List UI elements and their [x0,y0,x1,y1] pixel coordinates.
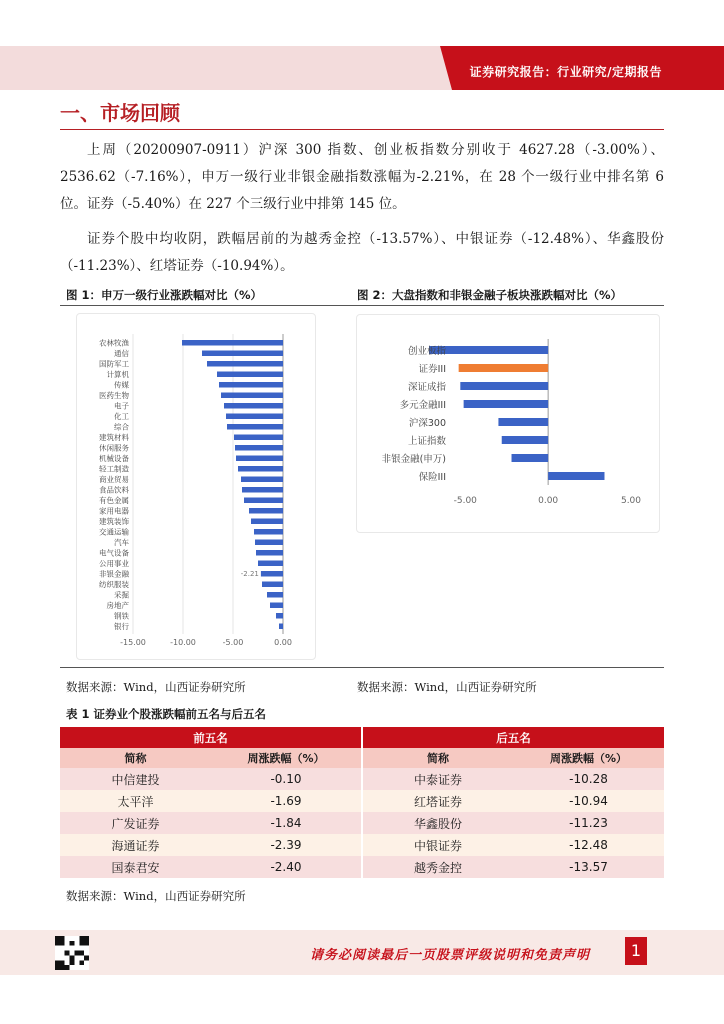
bar [255,540,283,546]
category-label: 交通运输 [99,527,129,537]
bar [242,487,283,493]
category-label: 化工 [114,412,129,421]
bar [429,346,548,354]
category-label: 房地产 [106,601,129,610]
bottom-stock-name: 中泰证券 [362,768,513,790]
category-label: 银行 [114,622,129,631]
index-change-chart-svg [357,315,659,532]
category-label: 国防军工 [99,359,129,369]
category-label: 深证成指 [407,382,446,393]
section-title: 一、市场回顾 [60,101,180,125]
category-label: 汽车 [114,538,129,547]
bar [498,418,548,426]
bar [270,603,283,609]
index-change-chart [356,314,660,533]
figure-bottom-rule [60,667,664,668]
bottom-stock-change: -10.28 [513,768,664,790]
category-label: 保险III [418,472,446,483]
category-label: 综合 [114,422,129,432]
category-label: 有色金属 [99,496,129,505]
category-label: 轻工制造 [99,464,129,474]
top-stock-change: -0.10 [211,768,362,790]
bar [217,372,283,378]
bar [249,508,283,514]
bar [279,624,283,630]
category-label: 电子 [114,401,129,411]
bar [227,424,283,430]
bar [207,361,283,367]
top-stock-change: -2.40 [211,856,362,878]
bottom-stock-name: 华鑫股份 [362,812,513,834]
bar [460,382,548,390]
bar [235,445,283,451]
bar [241,477,283,483]
bar [221,393,283,399]
category-label: 农林牧渔 [99,338,129,348]
bar [464,400,549,408]
category-label: 建筑材料 [99,433,129,442]
category-label: 创业板指 [407,346,446,357]
bar [267,592,283,598]
data-label: -2.21 [240,570,259,578]
category-label: 非银金融(申万) [381,454,446,465]
bar [202,351,283,357]
bottom-stock-change: -12.48 [513,834,664,856]
category-label: 家用电器 [99,506,129,516]
category-label: 纺织服装 [99,580,129,589]
x-tick-label: -5.00 [222,638,244,647]
stock-change-table [60,727,664,878]
bar [502,436,548,444]
bar [226,414,283,420]
bar [182,340,283,346]
bar [262,582,283,588]
bottom-stock-change: -13.57 [513,856,664,878]
col-header-name: 简称 [60,748,211,768]
bar [224,403,283,409]
section-divider [60,129,664,130]
category-label: 沪深300 [408,418,446,429]
col-header-change: 周涨跌幅（%） [211,748,362,768]
category-label: 医药生物 [99,391,129,400]
market-review-paragraph-1: 上周（20200907-0911）沪深 300 指数、创业板指数分别收于 4627.28（-3.00%）、2536.62（-7.16%），申万一级行业非银金融指数涨幅为-2.21%，在 28 个一级行业中排名第 6 位。证券（-5.40%）在 227 个三级行业中排第 145 位。 [60,142,664,212]
footer-disclaimer: 请务必阅读最后一页股票评级说明和免责声明 [310,948,591,963]
x-tick-label: -5.00 [453,496,477,506]
bar [256,550,283,556]
bar [244,498,283,504]
bar [254,529,283,535]
figure-1-source: 数据来源：Wind，山西证券研究所 [66,680,246,694]
category-label: 公用事业 [99,559,129,568]
top-stock-change: -2.39 [211,834,362,856]
category-label: 电气设备 [99,548,129,558]
category-label: 通信 [114,349,129,358]
table-group-bottom: 后五名 [362,727,664,748]
x-tick-label: 5.00 [620,496,642,506]
bar [459,364,548,372]
bar [234,435,283,441]
top-stock-change: -1.84 [211,812,362,834]
table-row [60,834,664,856]
table-group-top: 前五名 [60,727,362,748]
x-tick-label: 0.00 [274,638,292,647]
category-label: 建筑装饰 [99,517,129,526]
top-stock-name: 中信建投 [60,768,211,790]
table-caption: 表 1 证券业个股涨跌幅前五名与后五名 [66,707,267,721]
category-label: 机械设备 [99,454,129,463]
bottom-stock-name: 红塔证券 [362,790,513,812]
industry-change-chart [76,313,316,660]
table-row [60,812,664,834]
bar [261,571,283,577]
category-label: 证券III [418,364,446,375]
top-stock-name: 国泰君安 [60,856,211,878]
table-source: 数据来源：Wind，山西证券研究所 [66,889,246,903]
x-tick-label: -10.00 [170,638,196,647]
bar [512,454,549,462]
qr-code-icon [55,936,89,970]
bottom-stock-name: 越秀金控 [362,856,513,878]
bottom-stock-change: -11.23 [513,812,664,834]
top-stock-change: -1.69 [211,790,362,812]
category-label: 食品饮料 [99,485,129,495]
col-header-change: 周涨跌幅（%） [513,748,664,768]
figure-2-title: 图 2：大盘指数和非银金融子板块涨跌幅对比（%） [357,288,623,302]
bottom-stock-name: 中银证券 [362,834,513,856]
industry-change-chart-svg [77,314,315,659]
top-stock-name: 广发证券 [60,812,211,834]
report-type-title: 证券研究报告：行业研究/定期报告 [469,65,662,79]
x-tick-label: 0.00 [538,496,559,506]
table-row [60,768,664,790]
category-label: 多元金融III [399,400,446,411]
category-label: 休闲服务 [99,443,129,453]
market-review-paragraph-2: 证券个股中均收阴，跌幅居前的为越秀金控（-13.57%）、中银证券（-12.48%）、华鑫股份（-11.23%）、红塔证券（-10.94%）。 [60,231,664,274]
figure-1-title: 图 1：申万一级行业涨跌幅对比（%） [66,288,263,302]
category-label: 钢铁 [114,611,129,621]
x-tick-label: -15.00 [120,638,146,647]
category-label: 传媒 [114,380,129,390]
bar [236,456,283,462]
category-label: 计算机 [106,370,129,379]
category-label: 采掘 [114,590,129,600]
table-row [60,856,664,878]
figure-2-source: 数据来源：Wind，山西证券研究所 [357,680,537,694]
bar [258,561,283,567]
bar [251,519,283,525]
bottom-stock-change: -10.94 [513,790,664,812]
table-row [60,790,664,812]
category-label: 非银金融 [99,569,129,579]
bar [276,613,283,619]
col-header-name: 简称 [362,748,513,768]
bar [548,472,604,480]
bar [219,382,283,388]
top-stock-name: 海通证券 [60,834,211,856]
figure-top-rule [60,305,664,306]
category-label: 上证指数 [407,436,446,447]
category-label: 商业贸易 [99,475,129,484]
top-stock-name: 太平洋 [60,790,211,812]
bar [238,466,283,472]
page-number: 1 [625,937,647,965]
